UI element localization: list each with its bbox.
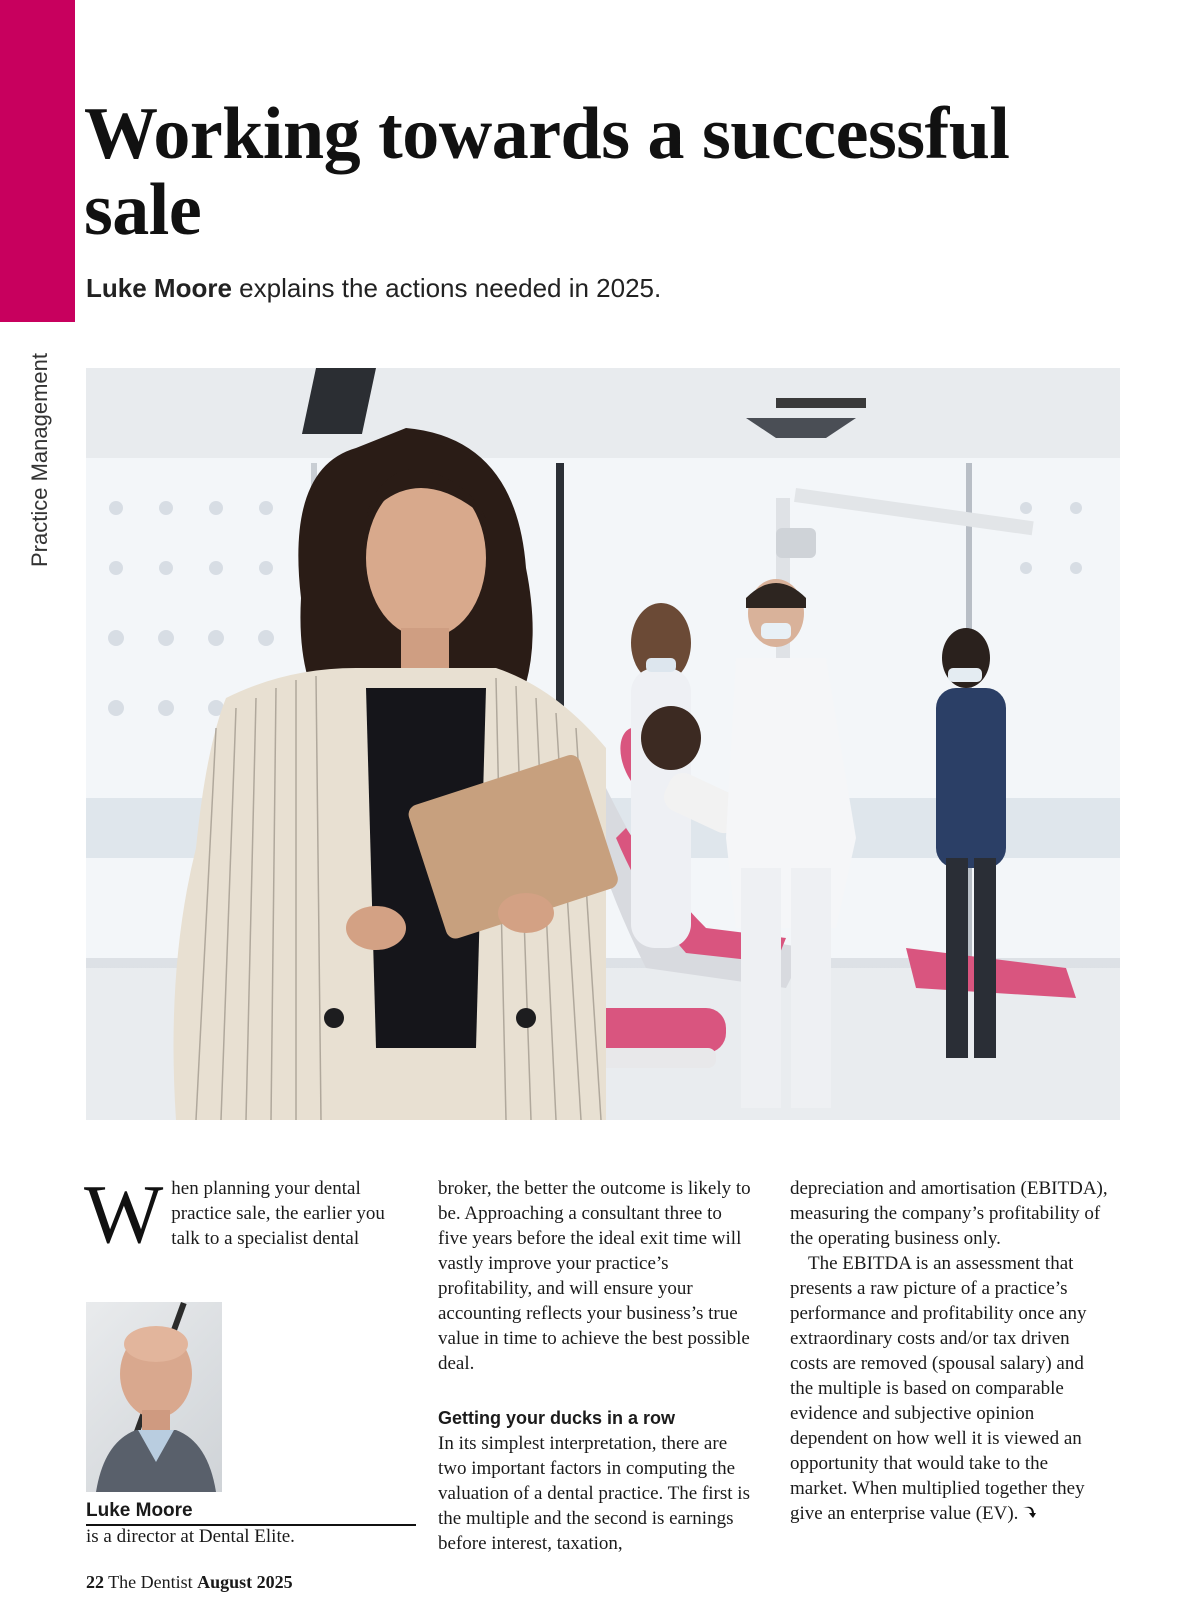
page-number: 22 xyxy=(86,1572,104,1592)
author-portrait-illustration xyxy=(86,1302,222,1492)
column-1 xyxy=(84,1168,404,1261)
standfirst xyxy=(86,273,661,304)
column-2 xyxy=(438,1176,756,1556)
lead-paragraph xyxy=(84,1168,404,1261)
publication-name: The Dentist xyxy=(104,1572,198,1592)
column-3 xyxy=(790,1176,1108,1526)
paragraph: broker, the better the outcome is likely to be. Approaching a consultant three to five years before the ideal exit time will vastly improve your practice’s profitability, and will ensure your accounting reflects your business’s true value in time to achieve the best possible deal. xyxy=(438,1178,751,1374)
subheading: Getting your ducks in a row xyxy=(438,1408,676,1428)
author-role: is a director at Dental Elite. xyxy=(86,1526,295,1547)
paragraph: In its simplest interpretation, there are two important factors in computing the valuation of a dental practice. The first is the multiple and the second is earnings before interest, taxation, xyxy=(438,1433,750,1554)
author-name: Luke Moore xyxy=(86,1500,416,1526)
standfirst-text: explains the actions needed in 2025. xyxy=(231,273,662,303)
section-label xyxy=(20,340,60,580)
hero-photo xyxy=(86,368,1120,1120)
standfirst-author: Luke Moore xyxy=(86,273,232,303)
drop-cap: W xyxy=(84,1168,164,1261)
author-photo xyxy=(86,1302,222,1492)
lead-text: hen planning your dental practice sale, the earlier you talk to a specialist dental xyxy=(171,1178,385,1249)
paragraph-final xyxy=(790,1251,1108,1526)
paragraph-text: The EBITDA is an assessment that presents a raw picture of a practice’s performance and profitability once any extraordinary costs and/or tax driven costs are removed (spousal salary) and the multiple is based on comparable evidence and subjective opinion dependent on how well it is viewed an opportunity that would take to the market. When multiplied together they give an enterprise value (EV). xyxy=(790,1253,1087,1524)
article-title: Working towards a successful sale xyxy=(84,93,1010,251)
section-label-text: Practice Management xyxy=(27,353,52,567)
hero-photo-illustration xyxy=(86,368,1120,1120)
section-color-bar xyxy=(0,0,75,322)
page-footer xyxy=(86,1572,293,1593)
paragraph: depreciation and amortisation (EBITDA), measuring the company’s profitability of the operating business only. xyxy=(790,1178,1108,1249)
continue-arrow-icon xyxy=(1018,1503,1036,1524)
issue-date: August 2025 xyxy=(197,1572,293,1592)
